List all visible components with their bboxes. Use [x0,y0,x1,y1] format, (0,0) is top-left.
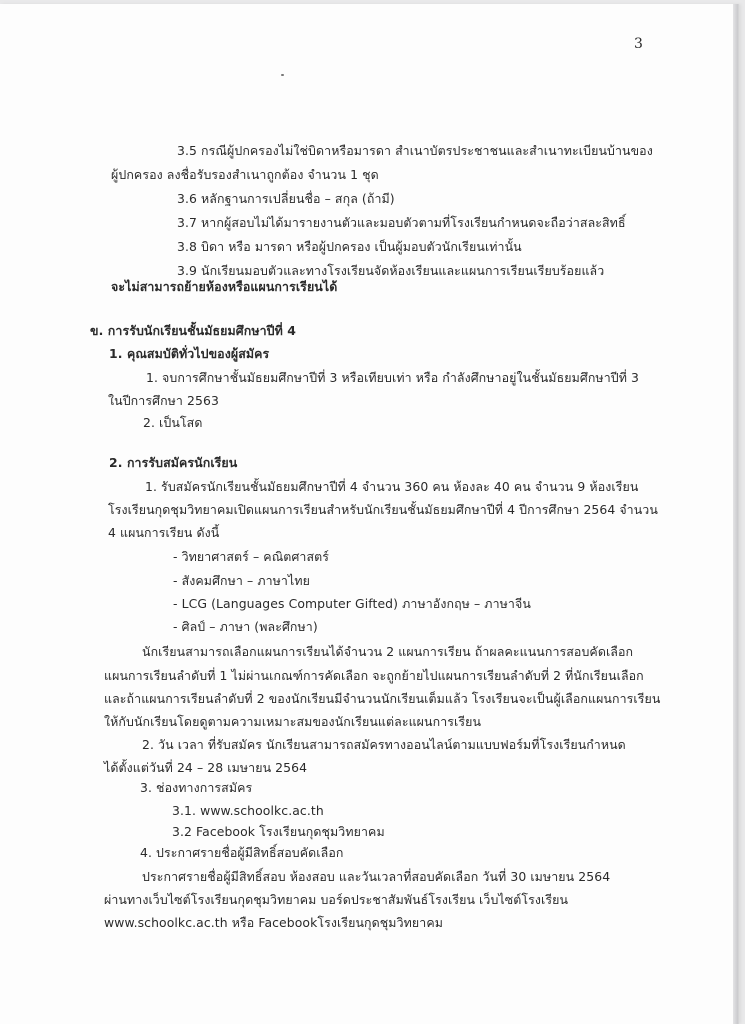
page-edge-shadow [733,4,738,1024]
admission-2-line-2: ได้ตั้งแต่วันที่ 24 – 28 เมษายน 2564 [104,760,308,775]
program-choice-line-3: และถ้าแผนการเรียนลำดับที่ 2 ของนักเรียนมีจำนวนนักเรียนเต็มแล้ว โรงเรียนจะเป็นผู้เลือกแผนการเรียน [104,691,661,706]
subheading-qualifications: 1. คุณสมบัติทั่วไปของผู้สมัคร [109,346,270,361]
admission-3-heading: 3. ช่องทางการสมัคร [140,780,253,795]
qualification-1-line-2: ในปีการศึกษา 2563 [108,393,219,408]
announcement-line-2: ผ่านทางเว็บไซต์โรงเรียนกุดชุมวิทยาคม บอร์ดประชาสัมพันธ์โรงเรียน เว็บไซต์โรงเรียน [104,892,569,907]
announcement-line-1: ประกาศรายชื่อผู้มีสิทธิ์สอบ ห้องสอบ และวันเวลาที่สอบคัดเลือก วันที่ 30 เมษายน 2564 [142,869,611,884]
document-page [0,4,739,1024]
item-3-9: 3.9 นักเรียนมอบตัวและทางโรงเรียนจัดห้องเรียนและแผนการเรียนเรียบร้อยแล้ว [177,263,605,278]
qualification-1-line-1: 1. จบการศึกษาชั้นมัธยมศึกษาปีที่ 3 หรือเทียบเท่า หรือ กำลังศึกษาอยู่ในชั้นมัธยมศึกษาปีที่ 3 [146,370,640,385]
admission-2-line-1: 2. วัน เวลา ที่รับสมัคร นักเรียนสามารถสมัครทางออนไลน์ตามแบบฟอร์มที่โรงเรียนกำหนด [142,737,626,752]
item-3-8: 3.8 บิดา หรือ มารดา หรือผู้ปกครอง เป็นผู้มอบตัวนักเรียนเท่านั้น [177,239,522,254]
program-science-math: - วิทยาศาสตร์ – คณิตศาสตร์ [173,549,330,564]
item-3-9-note: จะไม่สามารถย้ายห้องหรือแผนการเรียนได้ [111,279,338,294]
admission-1-line-3: 4 แผนการเรียน ดังนี้ [108,525,220,540]
program-choice-line-4: ให้กับนักเรียนโดยดูตามความเหมาะสมของนักเรียนแต่ละแผนการเรียน [104,714,482,729]
page-number: 3 [634,36,644,52]
scan-speck [281,74,284,76]
program-arts-language: - ศิลป์ – ภาษา (พละศึกษา) [173,619,318,634]
channel-facebook: 3.2 Facebook โรงเรียนกุดชุมวิทยาคม [172,824,385,839]
admission-1-line-1: 1. รับสมัครนักเรียนชั้นมัธยมศึกษาปีที่ 4 จำนวน 360 คน ห้องละ 40 คน จำนวน 9 ห้องเรียน [145,479,639,494]
channel-website: 3.1. www.schoolkc.ac.th [172,803,324,818]
program-choice-line-2: แผนการเรียนลำดับที่ 1 ไม่ผ่านเกณฑ์การคัดเลือก จะถูกย้ายไปแผนการเรียนลำดับที่ 2 ที่นักเรียนเลือก [104,668,644,683]
program-social-thai: - สังคมศึกษา – ภาษาไทย [173,573,310,588]
section-heading-m4: ข. การรับนักเรียนชั้นมัธยมศึกษาปีที่ 4 [90,323,297,338]
item-3-5-line-1: 3.5 กรณีผู้ปกครองไม่ใช่บิดาหรือมารดา สำเนาบัตรประชาชนและสำเนาทะเบียนบ้านของ [177,143,653,158]
qualification-2: 2. เป็นโสด [143,415,203,430]
announcement-line-3: www.schoolkc.ac.th หรือ Facebookโรงเรียนกุดชุมวิทยาคม [104,915,443,930]
admission-1-line-2: โรงเรียนกุดชุมวิทยาคมเปิดแผนการเรียนสำหรับนักเรียนชั้นมัธยมศึกษาปีที่ 4 ปีการศึกษา 2564 จำนวน [108,502,658,517]
item-3-5-line-2: ผู้ปกครอง ลงชื่อรับรองสำเนาถูกต้อง จำนวน 1 ชุด [111,167,379,182]
subheading-admission: 2. การรับสมัครนักเรียน [109,455,238,470]
item-3-6: 3.6 หลักฐานการเปลี่ยนชื่อ – สกุล (ถ้ามี) [177,191,395,206]
program-lcg: - LCG (Languages Computer Gifted) ภาษาอังกฤษ – ภาษาจีน [173,596,531,611]
item-3-7: 3.7 หากผู้สอบไม่ได้มารายงานตัวและมอบตัวตามที่โรงเรียนกำหนดจะถือว่าสละสิทธิ์ [177,215,626,230]
admission-4-heading: 4. ประกาศรายชื่อผู้มีสิทธิ์สอบคัดเลือก [140,845,344,860]
program-choice-line-1: นักเรียนสามารถเลือกแผนการเรียนได้จำนวน 2 แผนการเรียน ถ้าผลคะแนนการสอบคัดเลือก [142,644,634,659]
